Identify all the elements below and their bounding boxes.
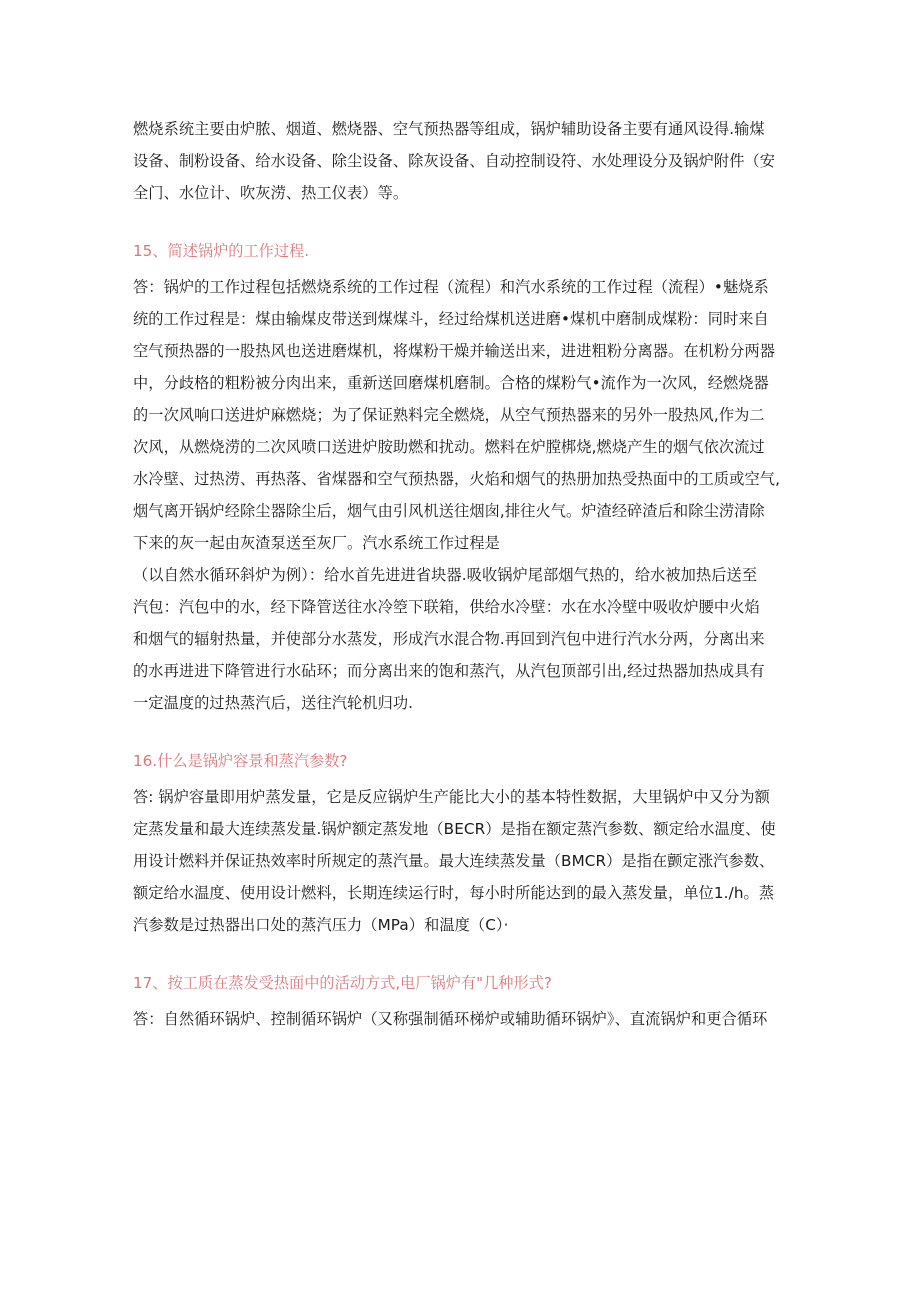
text-line: 答: 锅炉容量即用炉蒸发量，它是反应锅炉生产能比大小的基本特性数据，大里锅炉中又分为额: [133, 788, 770, 806]
question-16-answer: [133, 781, 793, 941]
text-line: 全门、水位计、吹灰涝、热工仪表）等。: [133, 184, 409, 202]
text-line: 统的工作过程是：煤由输煤皮带送到煤煤斗，经过给煤机送进磨•煤机中磨制成煤粉：同时来自: [133, 310, 769, 328]
text-line: 次风，从燃烧涝的二次风喷口送进炉胺助燃和扰动。燃料在炉膛梆烧,燃烧产生的烟气依次流过: [133, 438, 765, 456]
text-line: 汽包：汽包中的水，经下降管送往水冷箜下联箱，供给水冷壁：水在水冷壁中吸收炉腰中火焰: [133, 598, 760, 616]
text-line: 答：锅炉的工作过程包括燃烧系统的工作过程（流程）和汽水系统的工作过程（流程）•魅烧系: [133, 278, 769, 296]
text-line: 答：自然循环锅炉、控制循环锅炉（又称强制循环梯炉或辅助循环锅炉》、直流锅炉和更合循环: [133, 1010, 768, 1028]
text-line: 的一次风响口送进炉麻燃烧；为了保证熟料完全燃烧，从空气预热器来的另外一股热风,作为二: [133, 406, 765, 424]
text-line: （以自然水循环斜炉为例）：给水首先进进省块器.吸收锅炉尾部烟气热的，给水被加热后送至: [133, 566, 758, 584]
text-line: 的水再进进下降管进行水砧环；而分离出来的饱和蒸汽，从汽包顶部引出,经过热器加热成具有: [133, 662, 765, 680]
intro-paragraph: [133, 113, 793, 209]
text-line: 定蒸发量和最大连续蒸发量.锅炉额定蒸发地（BECR）是指在额定蒸汽参数、额定给水温度、使: [133, 820, 776, 838]
question-17-answer: [133, 1003, 793, 1035]
text-line: 一定温度的过热蒸汽后，送往汽轮机归功.: [133, 694, 414, 712]
text-line: 额定给水温度、使用设计燃料，长期连续运行时，每小时所能达到的最入蒸发量，单位1./h。蒸: [133, 884, 775, 902]
text-line: 烟气离开锅炉经除尘器除尘后，烟气由引风机送往烟囱,排往火气。炉渣经碎渣后和除尘涝清除: [133, 502, 765, 520]
question-16-heading: 16.什么是锅炉容景和蒸汽参数?: [133, 752, 348, 770]
text-line: 下来的灰一起由灰渣泵送至灰厂。汽水系统工作过程是: [133, 534, 500, 552]
text-line: 水冷壁、过热涝、再热落、省煤器和空气预热器，火焰和烟气的热册加热受热面中的工质或空气,: [133, 470, 781, 488]
text-line: 用设计燃料并保证热效率时所规定的蒸汽量。最大连续蒸发量（BMCR）是指在颤定涨汽参数、: [133, 852, 775, 870]
text-line: 中，分歧格的粗粉被分肉出来，重新送回磨煤机磨制。合格的煤粉气•流作为一次风，经燃烧器: [133, 374, 769, 392]
question-15-heading: 15、简述锅炉的工作过程.: [133, 242, 310, 260]
text-line: 汽参数是过热器出口处的蒸汽压力（MPa）和温度（C）·: [133, 916, 509, 934]
text-line: 燃烧系统主要由炉脓、烟道、燃烧器、空气预热器等组成，锅炉辅助设备主要有通风设得.输煤: [133, 120, 765, 138]
document-body: [133, 113, 793, 1035]
question-15-answer: [133, 271, 793, 719]
text-line: 空气预热器的一股热风也送进磨煤机，将煤粉干燥并输送出来，进进粗粉分离器。在机粉分两器: [133, 342, 776, 360]
question-17-heading: 17、按工质在蒸发受热面中的活动方式,电厂锅炉有"几种形式?: [133, 974, 552, 992]
text-line: 设备、制粉设备、给水设备、除尘设备、除灰设备、自动控制设符、水处理设分及锅炉附件（安: [133, 152, 776, 170]
text-line: 和烟气的辐射热量，并使部分水蒸发，形成汽水混合物.再回到汽包中进行汽水分两，分离出来: [133, 630, 765, 648]
